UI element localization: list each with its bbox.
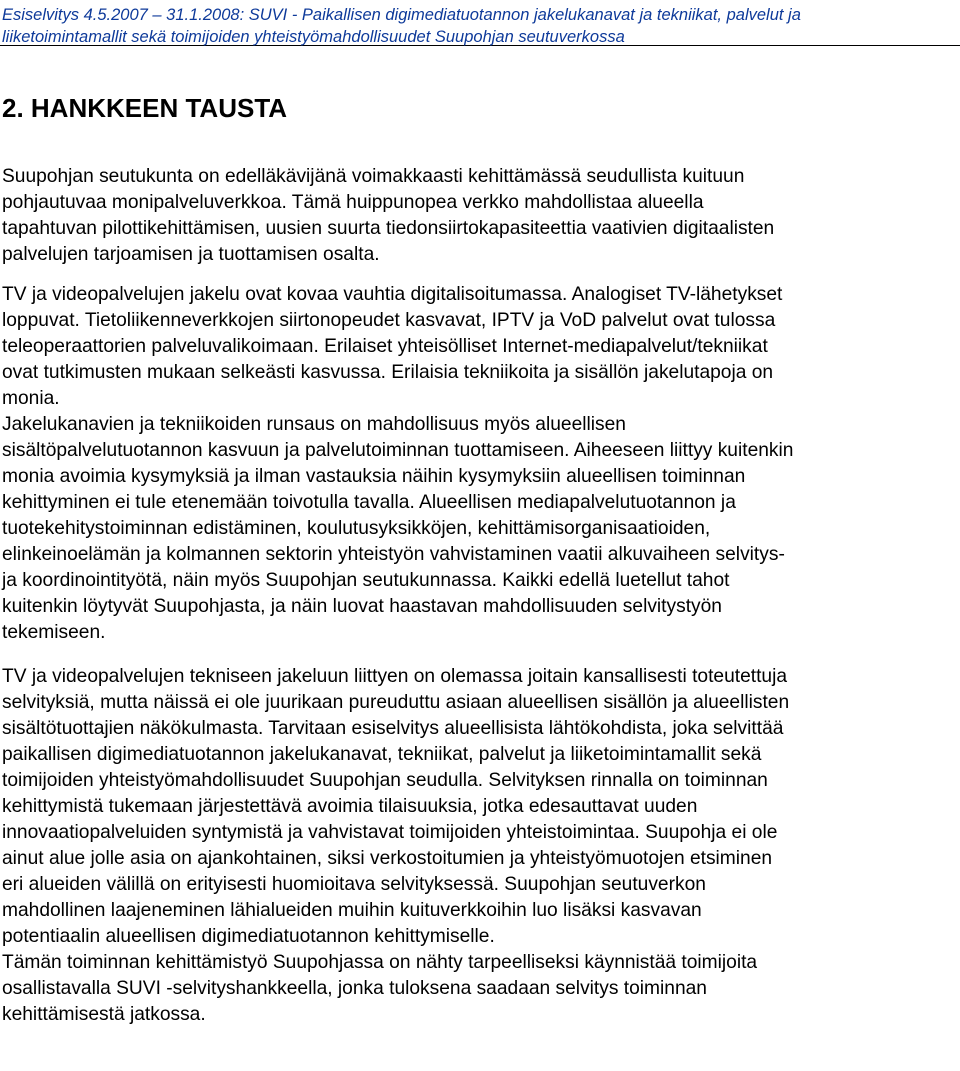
text-line: innovaatiopalveluiden syntymistä ja vahvistavat toimijoiden yhteistoimintaa. Suupohja ei ole (2, 822, 778, 843)
text-line: selvityksiä, mutta näissä ei ole juurikaan pureuduttu asiaan alueellisen sisällön ja alueellisten (2, 692, 790, 713)
text-line: Suupohjan seutukunta on edelläkävijänä voimakkaasti kehittämässä seudullista kuituun (2, 166, 745, 187)
text-line: toimijoiden yhteistyömahdollisuudet Suupohjan seudulla. Selvityksen rinnalla on toiminnan (2, 770, 768, 791)
text-line: palvelujen tarjoamisen ja tuottamisen osalta. (2, 244, 380, 265)
text-line: elinkeinoelämän ja kolmannen sektorin yhteistyön vahvistaminen vaatii alkuvaiheen selvitys- (2, 544, 785, 565)
header-line-2: liiketoimintamallit sekä toimijoiden yhteistyömahdollisuudet Suupohjan seutuverkossa (2, 28, 625, 46)
text-line: tekemiseen. (2, 622, 106, 643)
paragraph-2 (2, 282, 958, 646)
text-line: monia avoimia kysymyksiä ja ilman vastauksia näihin kysymyksiin alueellisen toiminnan (2, 466, 746, 487)
running-header (0, 0, 960, 46)
section-heading: 2. HANKKEEN TAUSTA (2, 93, 288, 123)
text-line: ainut alue jolle asia on ajankohtainen, siksi verkostoitumien ja yhteistyömuotojen etsiminen (2, 848, 773, 869)
text-line: TV ja videopalvelujen tekniseen jakeluun liittyen on olemassa joitain kansallisesti toteutettuja (2, 666, 788, 687)
text-line: kuitenkin löytyvät Suupohjasta, ja näin luovat haastavan mahdollisuuden selvitystyön (2, 596, 722, 617)
text-line: paikallisen digimediatuotannon jakelukanavat, tekniikat, palvelut ja liiketoimintamallit sekä (2, 744, 762, 765)
text-line: kehittämisestä jatkossa. (2, 1004, 206, 1025)
text-line: mahdollinen laajeneminen lähialueiden muihin kuituverkkoihin luo lisäksi kasvavan (2, 900, 702, 921)
text-line: ovat tutkimusten mukaan selkeästi kasvussa. Erilaisia tekniikoita ja sisällön jakelutapoja on (2, 362, 774, 383)
paragraph-3 (2, 664, 958, 1028)
text-line: pohjautuvaa monipalveluverkkoa. Tämä huippunopea verkko mahdollistaa alueella (2, 192, 704, 213)
text-line: sisältöpalvelutuotannon kasvuun ja palvelutoiminnan tuottamiseen. Aiheeseen liittyy kuitenkin (2, 440, 794, 461)
text-line: kehittymistä tukemaan järjestettävä avoimia tilaisuuksia, jotka edesauttavat uuden (2, 796, 698, 817)
paragraph-1 (2, 164, 958, 268)
text-line: kehittyminen ei tule etenemään toivotulla tavalla. Alueellisen mediapalvelutuotannon ja (2, 492, 736, 513)
text-line: potentiaalin alueellisen digimediatuotannon kehittymiselle. (2, 926, 495, 947)
document-body (2, 164, 958, 1028)
text-line: tapahtuvan pilottikehittämisen, uusien suurta tiedonsiirtokapasiteettia vaativien digitaalisten (2, 218, 775, 239)
text-line: TV ja videopalvelujen jakelu ovat kovaa vauhtia digitalisoitumassa. Analogiset TV-lähetykset (2, 284, 783, 305)
paragraph-gap (2, 268, 958, 282)
text-line: loppuvat. Tietoliikenneverkkojen siirtonopeudet kasvavat, IPTV ja VoD palvelut ovat tulossa (2, 310, 776, 331)
text-line: tuotekehitystoiminnan edistäminen, koulutusyksikköjen, kehittämisorganisaatioiden, (2, 518, 711, 539)
text-line: ja koordinointityötä, näin myös Suupohjan seutukunnassa. Kaikki edellä luetellut tahot (2, 570, 730, 591)
text-line: eri alueiden välillä on erityisesti huomioitava selvityksessä. Suupohjan seutuverkon (2, 874, 706, 895)
header-line-1: Esiselvitys 4.5.2007 – 31.1.2008: SUVI - Paikallisen digimediatuotannon jakelukanavat ja tekniikat, palvelut ja (2, 6, 801, 24)
paragraph-gap (2, 646, 958, 664)
text-line: sisältötuottajien näkökulmasta. Tarvitaan esiselvitys alueellisista lähtökohdista, joka selvittää (2, 718, 784, 739)
text-line: teleoperaattorien palveluvalikoimaan. Erilaiset yhteisölliset Internet-mediapalvelut/tekniikat (2, 336, 768, 357)
text-line: Tämän toiminnan kehittämistyö Suupohjassa on nähty tarpeelliseksi käynnistää toimijoita (2, 952, 758, 973)
text-line: Jakelukanavien ja tekniikoiden runsaus on mahdollisuus myös alueellisen (2, 414, 626, 435)
text-line: osallistavalla SUVI -selvityshankkeella, jonka tuloksena saadaan selvitys toiminnan (2, 978, 707, 999)
text-line: monia. (2, 388, 60, 409)
